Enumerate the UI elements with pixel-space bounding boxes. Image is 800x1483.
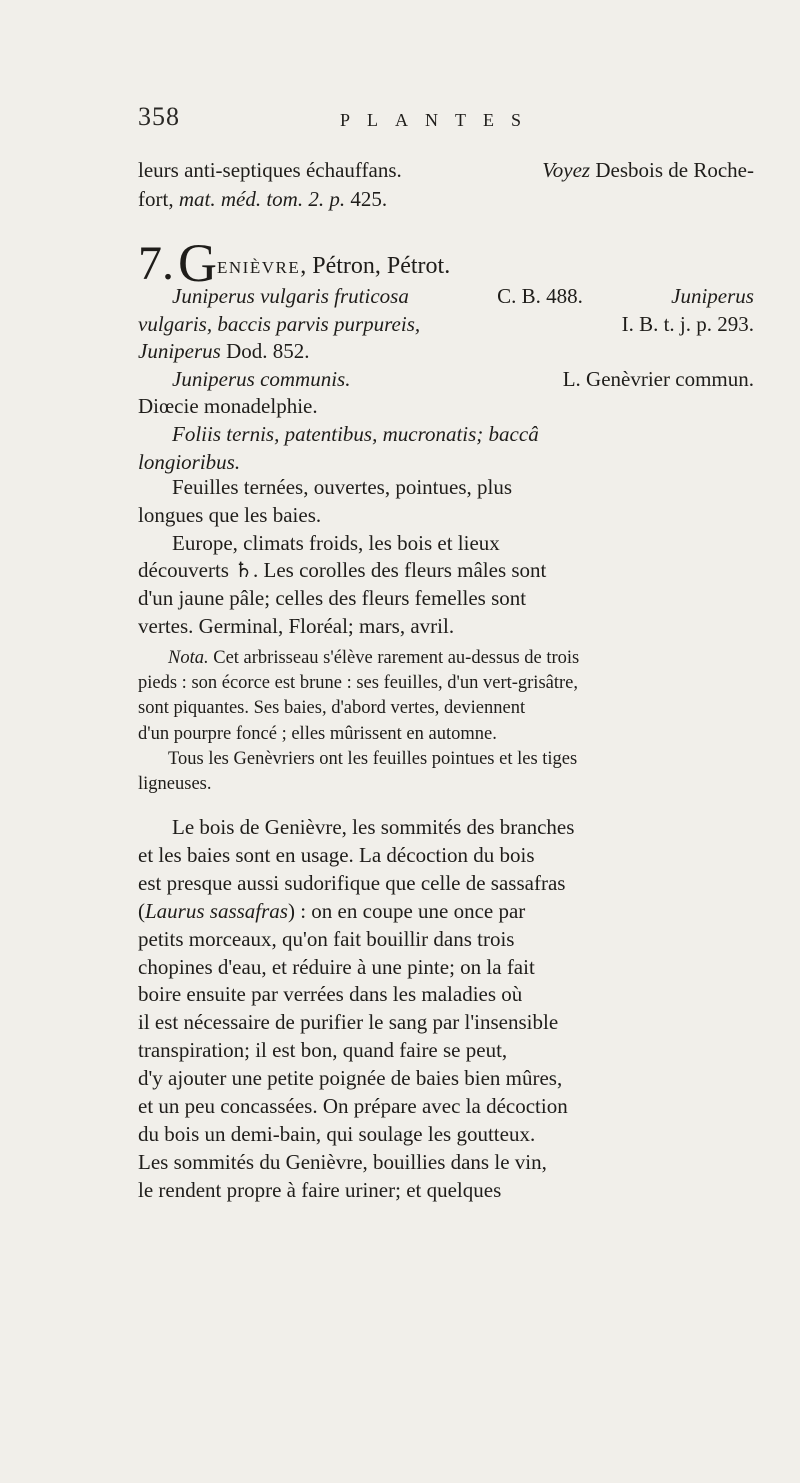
synonym-class: Diœcie monadelphie. (138, 394, 318, 419)
intro-reference: mat. méd. tom. 2. p. (178, 187, 346, 211)
synonym-ref: I. B. t. j. p. 293. (621, 311, 754, 336)
synonym-latin: Juniperus (138, 339, 221, 364)
intro-paragraph (138, 156, 754, 214)
synonym-latin: vulgaris, baccis parvis purpureis, (138, 311, 421, 336)
body-line: petits morceaux, qu'on fait bouillir dans trois (138, 926, 515, 951)
description-line: vertes. Germinal, Floréal; mars, avril. (138, 613, 455, 638)
synonym-ref: C. B. 488. (497, 284, 583, 308)
nota-block (138, 646, 754, 797)
intro-text: leurs anti-septiques échauffans. (138, 158, 402, 182)
body-paragraph (138, 814, 754, 1205)
description-block (138, 474, 754, 641)
body-line: (Laurus sassafras) : on en coupe une once par (138, 898, 526, 923)
nota-line: ligneuses. (138, 774, 212, 795)
entry-name: ENIÈVRE (217, 258, 301, 277)
intro-text: fort, (138, 187, 174, 211)
body-line: transpiration; il est bon, quand faire se peut, (138, 1038, 508, 1063)
diagnosis-latin: Foliis ternis, patentibus, mucronatis; baccâ (172, 421, 539, 446)
laurus-sassafras: Laurus sassafras (145, 898, 288, 923)
page-number: 358 (138, 102, 180, 131)
body-line: chopines d'eau, et réduire à une pinte; on la fait (138, 954, 535, 979)
description-line: découverts ♄. Les corolles des fleurs mâles sont (138, 558, 547, 583)
nota-line: Tous les Genèvriers ont les feuilles pointues et les tiges (168, 748, 578, 769)
body-line: il est nécessaire de purifier le sang par l'insensible (138, 1010, 559, 1035)
nota-line: pieds : son écorce est brune : ses feuilles, d'un vert-grisâtre, (138, 673, 578, 694)
body-line: le rendent propre à faire uriner; et quelques (138, 1177, 502, 1202)
entry-number: 7. (138, 237, 174, 290)
body-line: et les baies sont en usage. La décoction du bois (138, 842, 535, 867)
synonyms-block (138, 283, 754, 476)
nota-label: Nota. (168, 648, 209, 668)
body-line: Le bois de Genièvre, les sommités des branches (172, 815, 575, 839)
intro-page: 425. (350, 187, 388, 211)
body-line: et un peu concassées. On prépare avec la décoction (138, 1094, 568, 1119)
intro-voyez: Voyez (542, 158, 591, 182)
page-header (138, 102, 754, 142)
synonym-latin: Juniperus communis. (172, 366, 351, 391)
body-line: boire ensuite par verrées dans les maladies où (138, 982, 523, 1007)
entry-initial: G (178, 233, 217, 293)
description-line: d'un jaune pâle; celles des fleurs femelles sont (138, 586, 527, 611)
synonym-ref: Dod. 852. (226, 339, 310, 364)
nota-line: Cet arbrisseau s'élève rarement au-dessus de trois (213, 648, 580, 668)
synonym-linnaeus: L. Genèvrier commun. (562, 366, 754, 391)
running-head: PLANTES (340, 110, 539, 130)
nota-line: sont piquantes. Ses baies, d'abord vertes, deviennent (138, 698, 526, 719)
body-line: du bois un demi-bain, qui soulage les goutteux. (138, 1121, 536, 1146)
body-line: est presque aussi sudorifique que celle de sassafras (138, 870, 566, 895)
entry-vernacular-names: , Pétron, Pétrot. (300, 253, 451, 279)
description-line: Europe, climats froids, les bois et lieux (172, 530, 500, 555)
description-line: longues que les baies. (138, 502, 322, 527)
synonym-latin: Juniperus (671, 284, 754, 308)
body-line: Les sommités du Genièvre, bouillies dans le vin, (138, 1149, 547, 1174)
nota-line: d'un pourpre foncé ; elles mûrissent en automne. (138, 723, 497, 744)
diagnosis-latin: longioribus. (138, 449, 241, 474)
body-line: d'y ajouter une petite poignée de baies bien mûres, (138, 1066, 563, 1091)
description-line: Feuilles ternées, ouvertes, pointues, plus (172, 475, 513, 499)
intro-author: Desbois de Roche- (595, 158, 754, 182)
synonym-latin: Juniperus vulgaris fruticosa (172, 284, 409, 308)
